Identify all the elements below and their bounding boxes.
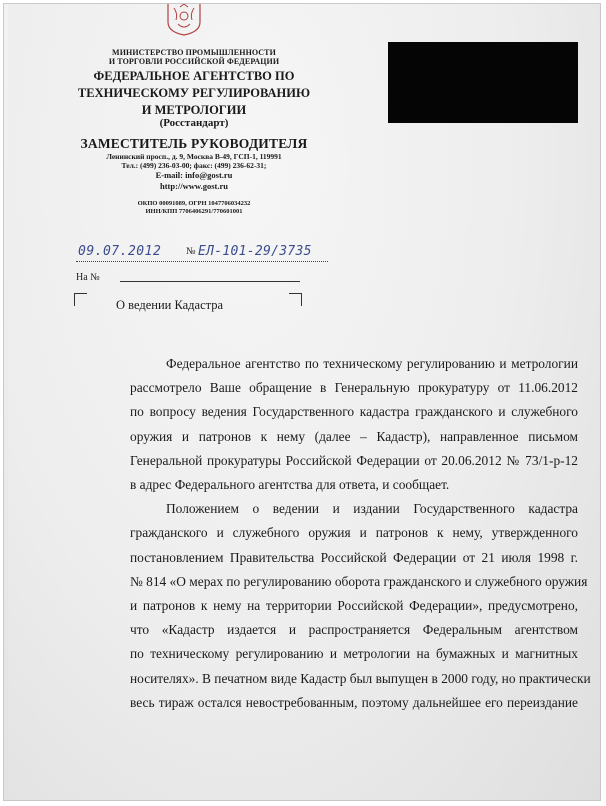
coat-of-arms-emblem <box>154 4 214 36</box>
inn-kpp: ИНН/КПП 7706406291/770601001 <box>145 208 243 215</box>
subject-corner-left <box>74 293 87 306</box>
text-line: № 814 «О мерах по регулированию оборота гражданского и служебного оружия <box>130 573 588 589</box>
letter-subject: О ведении Кадастра <box>116 298 224 312</box>
text-line: по техническому регулированию и метрологии на бумажных и магнитных <box>130 646 578 662</box>
reference-line <box>76 272 316 288</box>
redacted-recipient-block <box>388 42 578 123</box>
text-line: весь тираж остался невостребованным, поэтому дальнейшее его переиздание <box>130 694 578 710</box>
phone-fax: Тел.: (499) 236-03-00; факс: (499) 236-62-31; <box>121 161 267 170</box>
okpo-ogrn: ОКПО 00091089, ОГРН 1047706034232 <box>137 200 251 207</box>
reference-label: На № <box>76 272 100 283</box>
position-title: ЗАМЕСТИТЕЛЬ РУКОВОДИТЕЛЯ <box>80 136 308 151</box>
text-line: в адрес Федерального агентства для ответа, и сообщает. <box>130 477 450 493</box>
ministry-name: МИНИСТЕРСТВО ПРОМЫШЛЕННОСТИ <box>112 48 276 57</box>
reference-rule <box>120 281 300 282</box>
agency-name-line2: ТЕХНИЧЕСКОМУ РЕГУЛИРОВАНИЮ <box>77 86 311 100</box>
paragraph-2 <box>94 497 591 715</box>
paragraph-1 <box>94 352 578 497</box>
document-page <box>8 4 600 800</box>
text-line: Федеральное агентство по техническому регулированию и метрологии <box>166 356 578 371</box>
photo-frame <box>3 3 601 801</box>
text-line: рассмотрело Ваше обращение в Генеральную прокуратуру от 11.06.2012 <box>130 380 578 396</box>
text-line: по вопросу ведения Государственного кадастра гражданского и служебного <box>130 404 578 420</box>
text-line: Генеральной прокуратуры Российской Федерации от 20.06.2012 № 73/1-р-12 <box>130 452 578 468</box>
text-line: Положением о ведении и издании Государственного кадастра <box>166 501 578 517</box>
agency-name-line1: ФЕДЕРАЛЬНОЕ АГЕНТСТВО ПО <box>93 69 295 83</box>
registration-number: ЕЛ-101-29/3735 <box>198 244 312 259</box>
text-line: и патронов к нему на территории Российской Федерации», предусмотрено, <box>130 598 578 614</box>
ministry-name-line2: И ТОРГОВЛИ РОССИЙСКОЙ ФЕДЕРАЦИИ <box>108 57 280 66</box>
registration-number-label: № <box>186 246 196 257</box>
text-line: оружия и патронов к нему (далее – Кадастр), направленное письмом <box>130 428 578 444</box>
text-line: что «Кадастр издается и распространяется Федеральным агентством <box>130 622 578 638</box>
text-line: носителях». В печатном виде Кадастр был выпущен в 2000 году, но практически <box>130 670 591 686</box>
website: http://www.gost.ru <box>159 181 228 191</box>
registration-date: 09.07.2012 <box>78 244 162 259</box>
email: E-mail: info@gost.ru <box>155 170 233 180</box>
subject-corner-right <box>289 293 302 306</box>
agency-short-name: (Росстандарт) <box>159 117 229 129</box>
registration-underline <box>76 261 328 262</box>
text-line: постановлением Правительства Российской Федерации от 21 июля 1998 г. <box>130 549 578 565</box>
address: Ленинский просп., д. 9, Москва В-49, ГСП-1, 119991 <box>106 152 282 161</box>
letterhead <box>64 48 324 216</box>
agency-name-line3: И МЕТРОЛОГИИ <box>141 103 247 117</box>
registration-line <box>76 244 336 266</box>
text-line: гражданского и служебного оружия и патронов к нему, утвержденного <box>130 525 578 541</box>
letter-body <box>94 352 591 715</box>
